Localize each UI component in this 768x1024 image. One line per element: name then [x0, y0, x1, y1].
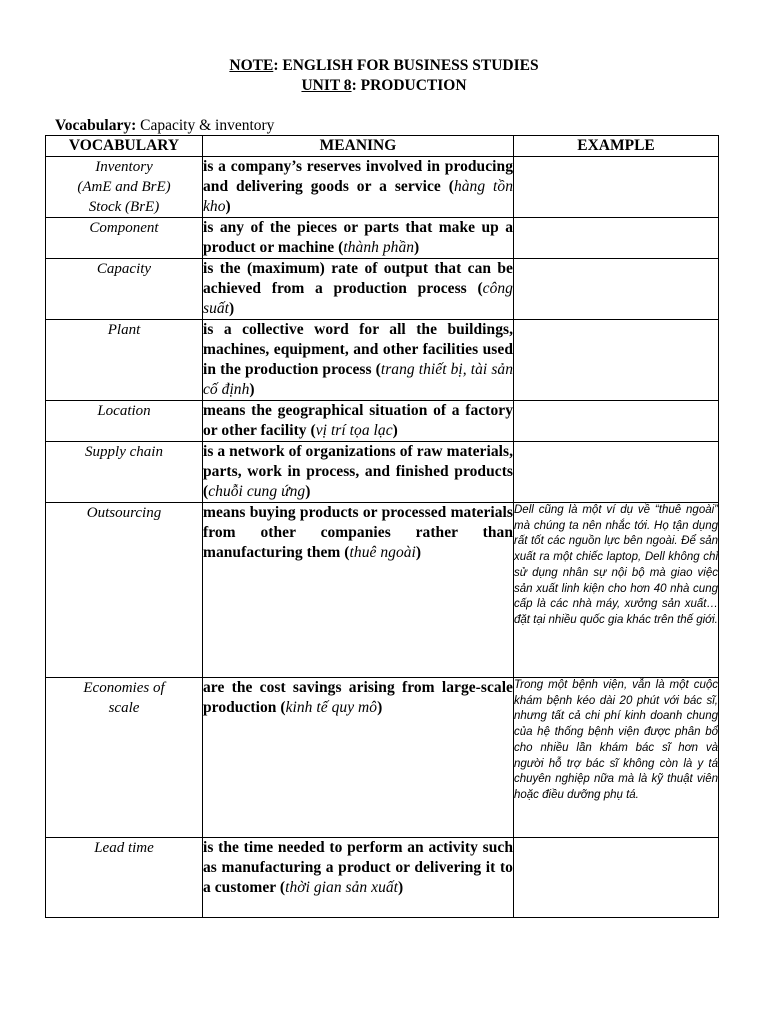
table-row: [46, 401, 719, 442]
example-cell: [514, 320, 719, 401]
meaning-vietnamese: kinh tế quy mô: [285, 699, 378, 716]
meaning-vietnamese: trang thiết bị, tài sản cố định: [203, 361, 513, 398]
example-cell: [514, 838, 719, 918]
meaning-text: is the (maximum) rate of output that can be achieved from a production process (: [203, 260, 513, 297]
term-line: (AmE and BrE): [77, 179, 171, 195]
term-line: Location: [97, 403, 151, 419]
meaning-close: ): [249, 381, 255, 398]
title-course-name: : ENGLISH FOR BUSINESS STUDIES: [273, 57, 539, 74]
meaning-vietnamese: công suất: [203, 280, 513, 317]
meaning-text: is a collective word for all the buildings, machines, equipment, and other facilities used in the production process (: [203, 321, 513, 378]
term-line: Supply chain: [85, 444, 163, 460]
term-line: Capacity: [96, 261, 152, 277]
term-cell: [46, 678, 203, 838]
meaning-cell: [203, 259, 514, 320]
term-line: Component: [89, 220, 159, 236]
column-header-meaning: MEANING: [203, 136, 514, 157]
term-line: Plant: [107, 322, 141, 338]
table-row: [46, 838, 719, 918]
term-line: Stock (BrE): [88, 199, 160, 215]
term-cell: [46, 838, 203, 918]
section-label: Vocabulary:: [55, 117, 137, 134]
meaning-cell: [203, 503, 514, 678]
meaning-vietnamese: thuê ngoài: [349, 544, 416, 561]
table-row: [46, 320, 719, 401]
table-row: [46, 259, 719, 320]
document-title: [0, 56, 768, 76]
term-line: Economies of: [83, 680, 165, 696]
term-line: Lead time: [94, 840, 154, 856]
example-cell: [514, 442, 719, 503]
table-row: [46, 442, 719, 503]
meaning-text: means the geographical situation of a factory or other facility (: [203, 402, 513, 439]
table-row: [46, 678, 719, 838]
unit-name: : PRODUCTION: [351, 77, 467, 94]
meaning-cell: [203, 157, 514, 218]
meaning-vietnamese: thành phần: [343, 239, 415, 256]
term-cell: [46, 442, 203, 503]
meaning-text: is a company’s reserves involved in producing and delivering goods or a service (: [203, 158, 513, 195]
term-line: Inventory: [95, 159, 153, 175]
column-header-vocabulary: VOCABULARY: [46, 136, 203, 157]
section-heading: [55, 116, 274, 136]
meaning-close: ): [305, 483, 311, 500]
meaning-close: ): [392, 422, 398, 439]
meaning-close: ): [377, 699, 383, 716]
meaning-close: ): [415, 544, 422, 561]
meaning-close: ): [225, 198, 231, 215]
term-cell: [46, 157, 203, 218]
term-cell: [46, 401, 203, 442]
term-cell: [46, 320, 203, 401]
meaning-cell: [203, 838, 514, 918]
column-header-example: EXAMPLE: [514, 136, 719, 157]
meaning-cell: [203, 401, 514, 442]
example-cell: [514, 218, 719, 259]
term-line: Outsourcing: [86, 505, 162, 521]
meaning-cell: [203, 320, 514, 401]
meaning-vietnamese: chuỗi cung ứng: [208, 483, 306, 500]
vocabulary-table: [45, 135, 719, 918]
meaning-cell: [203, 678, 514, 838]
unit-number-label: UNIT 8: [301, 77, 352, 94]
example-cell: [514, 157, 719, 218]
term-cell: [46, 503, 203, 678]
unit-title: [0, 76, 768, 96]
meaning-vietnamese: hàng tồn kho: [203, 178, 513, 215]
table-row: [46, 503, 719, 678]
meaning-text: is the time needed to perform an activity such as manufacturing a product or delivering it to a customer (: [203, 839, 513, 896]
section-topic: Capacity & inventory: [136, 117, 275, 134]
meaning-text: means buying products or processed materials from other companies rather than manufacturing them (: [203, 504, 513, 561]
title-note-label: NOTE: [229, 57, 274, 74]
example-cell: [514, 401, 719, 442]
term-line: scale: [108, 700, 140, 716]
meaning-cell: [203, 218, 514, 259]
meaning-text: are the cost savings arising from large-scale production (: [203, 679, 513, 716]
meaning-vietnamese: thời gian sản xuất: [285, 879, 399, 896]
table-header-row: [46, 136, 719, 157]
table-row: [46, 157, 719, 218]
meaning-close: ): [414, 239, 420, 256]
meaning-text: is any of the pieces or parts that make up a product or machine (: [203, 219, 513, 256]
meaning-text: is a network of organizations of raw materials, parts, work in process, and finished products (: [203, 443, 513, 500]
term-cell: [46, 259, 203, 320]
example-cell: [514, 259, 719, 320]
table-row: [46, 218, 719, 259]
meaning-close: ): [229, 300, 235, 317]
meaning-close: ): [398, 879, 404, 896]
example-cell: Dell cũng là một ví dụ về “thuê ngoài” mà chúng ta nên nhắc tới. Họ tận dụng rất tốt các nguồn lực bên ngoài. Để sản xuất ra một chiếc laptop, Dell không chỉ sử dụng nhân sự nội bộ mà giao việc sản xuất linh kiện cho hơn 40 nhà cung cấp là các nhà máy, xưởng sản xuất… đặt tại nhiều quốc gia khác trên thế giới.: [514, 503, 719, 678]
meaning-cell: [203, 442, 514, 503]
meaning-vietnamese: vị trí tọa lạc: [315, 422, 393, 439]
term-cell: [46, 218, 203, 259]
example-cell: Trong một bệnh viện, vẫn là một cuộc khám bệnh kéo dài 20 phút với bác sĩ, nhưng tất cả chi phí kinh doanh chung của hệ thống bệnh viện được phân bổ cho nhiều lần khám bác sĩ hơn và người hỗ trợ bác sĩ không còn là y tá chuyên nghiệp nữa mà là kỹ thuật viên hoặc điều dưỡng phụ tá.: [514, 678, 719, 838]
